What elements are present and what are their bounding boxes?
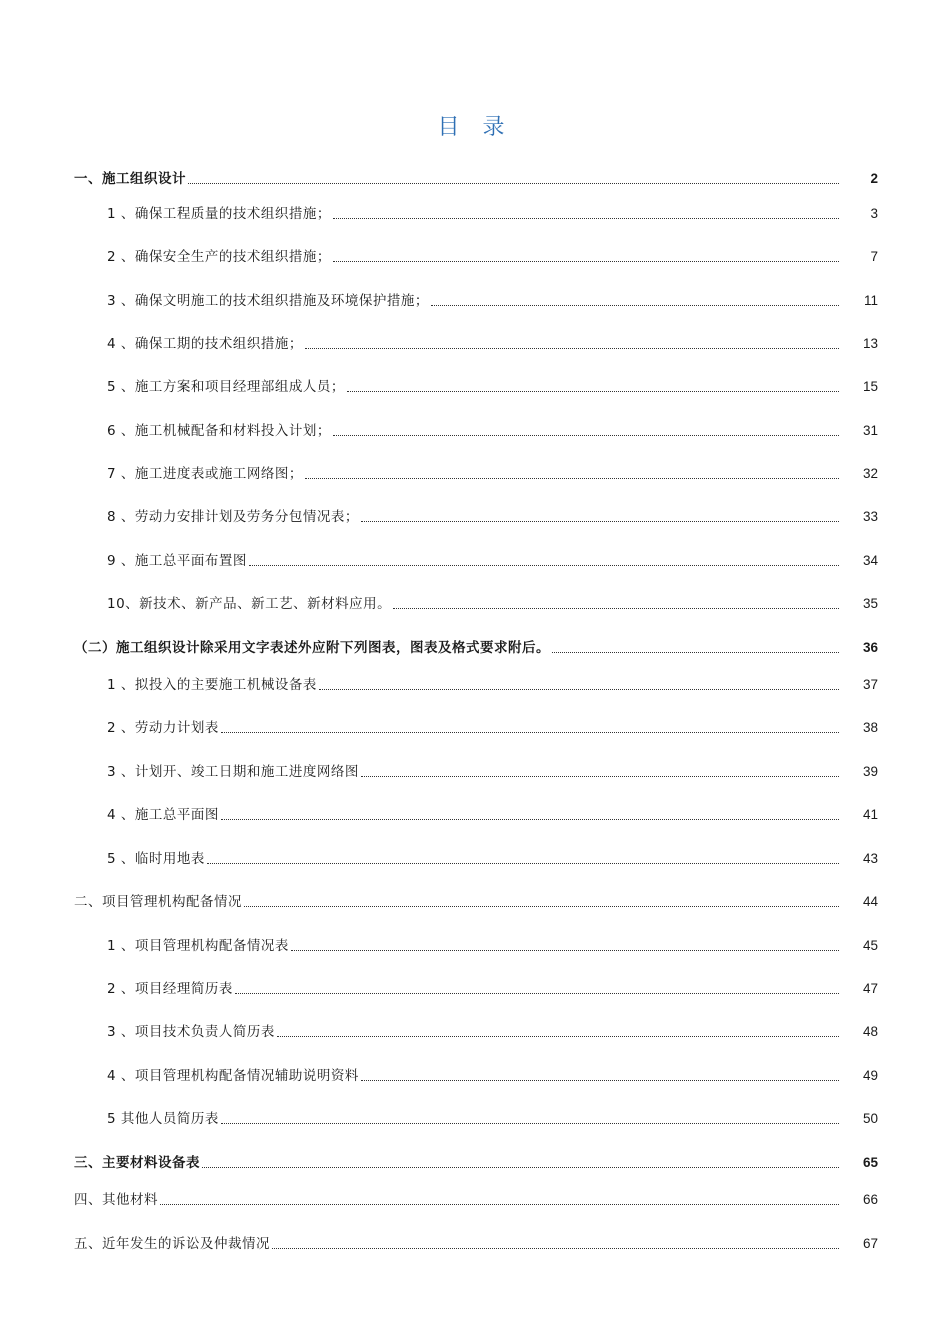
toc-entry-label: 1 、项目管理机构配备情况表 — [107, 938, 289, 954]
toc-dot-leader — [291, 949, 839, 951]
toc-entry[interactable] — [74, 1011, 878, 1041]
toc-entry-page-number: 44 — [862, 894, 878, 909]
toc-entry-page-number: 45 — [862, 938, 878, 953]
toc-dot-leader — [207, 862, 839, 864]
toc-entry-page-number: 39 — [862, 764, 878, 779]
toc-entry-label: 6 、施工机械配备和材料投入计划； — [107, 423, 331, 439]
toc-entry-page-number: 43 — [862, 851, 878, 866]
toc-dot-leader — [244, 905, 839, 907]
toc-dot-leader — [552, 651, 839, 653]
toc-entry-label: 1 、拟投入的主要施工机械设备表 — [107, 677, 317, 693]
toc-entry-page-number: 11 — [863, 293, 878, 308]
toc-entry[interactable] — [74, 236, 878, 266]
toc-entry-label: 五、近年发生的诉讼及仲裁情况 — [74, 1236, 270, 1252]
toc-entry-label: 3 、项目技术负责人简历表 — [107, 1024, 275, 1040]
toc-entry[interactable] — [74, 540, 878, 570]
toc-dot-leader — [221, 818, 839, 820]
toc-entry[interactable] — [74, 280, 878, 310]
toc-entry[interactable] — [74, 496, 878, 526]
toc-entry-label: 四、其他材料 — [74, 1192, 158, 1208]
toc-entry-label: 8 、劳动力安排计划及劳务分包情况表； — [107, 509, 359, 525]
toc-entry-page-number: 65 — [862, 1155, 878, 1170]
toc-dot-leader — [393, 607, 839, 609]
toc-entry-page-number: 3 — [870, 206, 878, 221]
toc-entry-page-number: 33 — [862, 509, 878, 524]
toc-entry-label: 5 、施工方案和项目经理部组成人员； — [107, 379, 345, 395]
toc-entry[interactable] — [74, 1179, 878, 1209]
toc-entry-label: （二）施工组织设计除采用文字表述外应附下列图表，图表及格式要求附后。 — [74, 640, 550, 656]
toc-title: 目 录 — [437, 115, 513, 140]
toc-dot-leader — [361, 775, 839, 777]
toc-dot-leader — [319, 688, 839, 690]
toc-entry-label: 三、主要材料设备表 — [74, 1155, 200, 1171]
toc-entry[interactable] — [74, 838, 878, 868]
toc-dot-leader — [333, 260, 839, 262]
toc-entry[interactable] — [74, 794, 878, 824]
toc-dot-leader — [272, 1247, 839, 1249]
toc-dot-leader — [333, 434, 839, 436]
toc-entry-page-number: 66 — [862, 1192, 878, 1207]
toc-entry-page-number: 41 — [862, 807, 878, 822]
toc-entry-page-number: 7 — [870, 249, 878, 264]
toc-entry[interactable] — [74, 583, 878, 613]
toc-entry[interactable] — [74, 707, 878, 737]
toc-dot-leader — [221, 731, 839, 733]
toc-entry-label: 9 、施工总平面布置图 — [107, 553, 247, 569]
toc-entry-label: 4 、施工总平面图 — [107, 807, 219, 823]
toc-entry[interactable] — [74, 158, 878, 188]
toc-entry-page-number: 48 — [862, 1024, 878, 1039]
toc-entry-page-number: 35 — [862, 596, 878, 611]
toc-entry[interactable] — [74, 193, 878, 223]
toc-entry-label: 2 、项目经理简历表 — [107, 981, 233, 997]
toc-entry[interactable] — [74, 751, 878, 781]
toc-entry[interactable] — [74, 1142, 878, 1172]
toc-entry-page-number: 67 — [862, 1236, 878, 1251]
toc-entry-page-number: 38 — [862, 720, 878, 735]
toc-entry[interactable] — [74, 627, 878, 657]
toc-entry-page-number: 36 — [862, 640, 878, 655]
toc-entry-label: 二、项目管理机构配备情况 — [74, 894, 242, 910]
toc-entry[interactable] — [74, 881, 878, 911]
toc-dot-leader — [221, 1122, 839, 1124]
toc-dot-leader — [235, 992, 839, 994]
toc-entry-label: 一、施工组织设计 — [74, 171, 186, 187]
toc-dot-leader — [431, 304, 839, 306]
toc-entry-page-number: 32 — [862, 466, 878, 481]
toc-entry[interactable] — [74, 664, 878, 694]
toc-dot-leader — [202, 1166, 839, 1168]
toc-entry-page-number: 37 — [862, 677, 878, 692]
toc-entry[interactable] — [74, 1223, 878, 1253]
toc-entry-label: 10、新技术、新产品、新工艺、新材料应用。 — [107, 596, 392, 612]
toc-entry-label: 1 、确保工程质量的技术组织措施； — [107, 206, 331, 222]
toc-entry[interactable] — [74, 925, 878, 955]
toc-entry-label: 4 、项目管理机构配备情况辅助说明资料 — [107, 1068, 359, 1084]
toc-dot-leader — [305, 347, 839, 349]
toc-dot-leader — [361, 1079, 839, 1081]
toc-entry-page-number: 50 — [862, 1111, 878, 1126]
toc-entry-page-number: 2 — [870, 171, 878, 186]
toc-dot-leader — [249, 564, 839, 566]
toc-entry[interactable] — [74, 1098, 878, 1128]
toc-dot-leader — [277, 1035, 839, 1037]
toc-entry-page-number: 13 — [862, 336, 878, 351]
toc-entry-page-number: 31 — [862, 423, 878, 438]
toc-entry-label: 5 、临时用地表 — [107, 851, 205, 867]
toc-dot-leader — [305, 477, 839, 479]
toc-entry[interactable] — [74, 366, 878, 396]
toc-entry[interactable] — [74, 410, 878, 440]
toc-entry-label: 4 、确保工期的技术组织措施； — [107, 336, 303, 352]
toc-entry-label: 2 、确保安全生产的技术组织措施； — [107, 249, 331, 265]
toc-dot-leader — [333, 217, 839, 219]
toc-entry-label: 3 、确保文明施工的技术组织措施及环境保护措施； — [107, 293, 429, 309]
toc-entry-label: 7 、施工进度表或施工网络图； — [107, 466, 303, 482]
toc-dot-leader — [188, 182, 839, 184]
toc-dot-leader — [160, 1203, 839, 1205]
toc-entry-label: 5 其他人员简历表 — [107, 1111, 219, 1127]
toc-entry-page-number: 47 — [862, 981, 878, 996]
toc-entry[interactable] — [74, 968, 878, 998]
toc-entry-page-number: 34 — [862, 553, 878, 568]
toc-dot-leader — [361, 520, 839, 522]
toc-entry-page-number: 15 — [862, 379, 878, 394]
toc-entry[interactable] — [74, 453, 878, 483]
toc-entry-label: 2 、劳动力计划表 — [107, 720, 219, 736]
toc-entry[interactable] — [74, 323, 878, 353]
toc-dot-leader — [347, 390, 839, 392]
toc-entry-label: 3 、计划开、竣工日期和施工进度网络图 — [107, 764, 359, 780]
toc-entry-page-number: 49 — [862, 1068, 878, 1083]
toc-entry[interactable] — [74, 1055, 878, 1085]
